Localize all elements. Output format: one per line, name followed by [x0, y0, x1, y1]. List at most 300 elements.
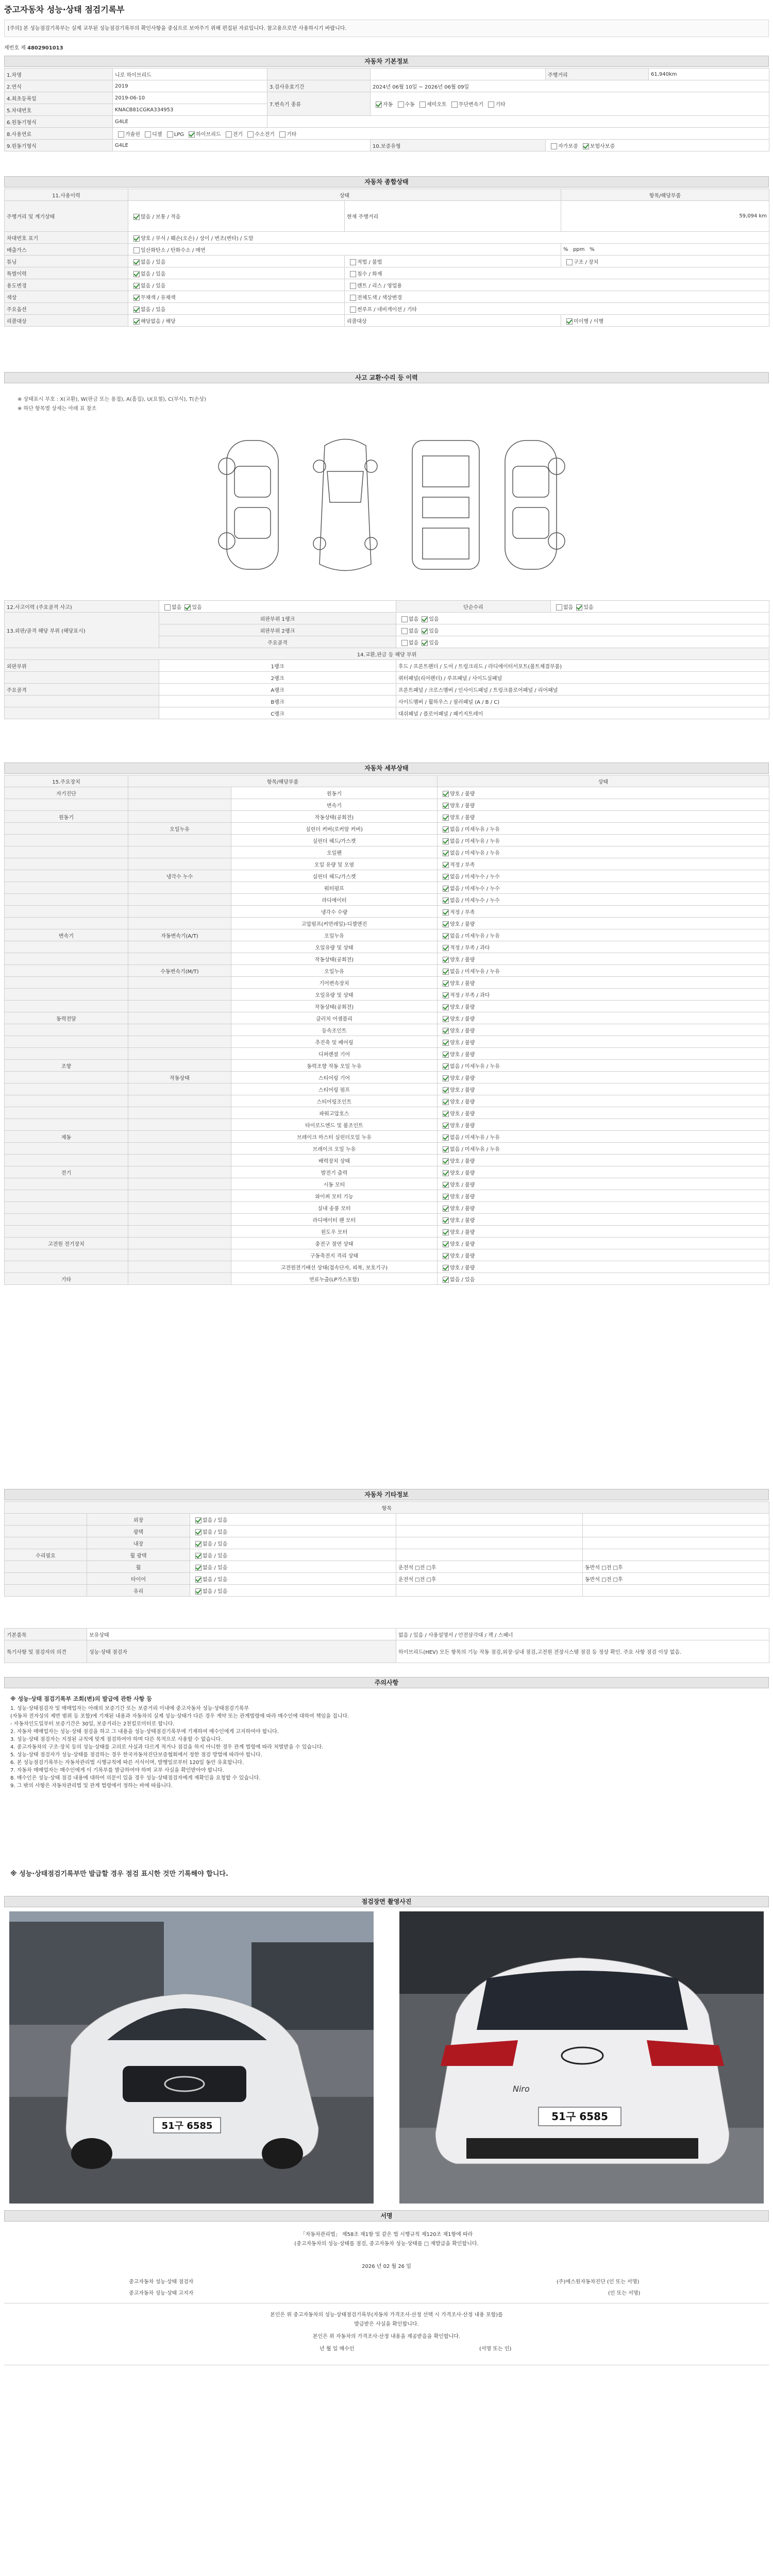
checkbox[interactable] [443, 957, 449, 963]
checkbox[interactable] [195, 1565, 201, 1571]
state-text: 양호 / 불량 [450, 1182, 475, 1188]
item-label: 휠 [87, 1561, 190, 1573]
checkbox[interactable] [443, 1123, 449, 1129]
col-header: 항목/해당부품 [561, 189, 769, 201]
item-state [438, 965, 769, 977]
item-state [438, 977, 769, 989]
group-label [5, 823, 128, 835]
item-label: 외장 [87, 1514, 190, 1526]
checkbox[interactable] [443, 1229, 449, 1235]
sub-group-label [128, 1119, 231, 1131]
checkbox[interactable] [443, 980, 449, 987]
checkbox[interactable] [443, 815, 449, 821]
option-label: 자가보증 [558, 143, 578, 149]
item-label: 오일유량 및 상태 [231, 989, 438, 1001]
checkbox[interactable] [443, 909, 449, 916]
item-state [438, 787, 769, 799]
item-label: 스티어링 펌프 [231, 1083, 438, 1095]
sub-group-label [128, 1048, 231, 1060]
item-label: 브레이크 마스터 실린더오일 누유 [231, 1131, 438, 1143]
table-row [5, 846, 769, 858]
state-text: 양호 / 불량 [450, 921, 475, 927]
group-label [5, 977, 128, 989]
state-text: 적정 / 부족 [450, 862, 475, 868]
notes-head: ※ 성능·상태 점검기록부 조회(변)의 발급에 관한 사항 등 [10, 1696, 152, 1702]
state-text: 많음 / 보통 / 적음 [141, 214, 181, 220]
item-state [190, 1514, 396, 1526]
item-label: 원동기 [231, 787, 438, 799]
item-state [438, 906, 769, 918]
item-extra [396, 1537, 583, 1549]
checkbox[interactable] [443, 1241, 449, 1247]
checkbox[interactable] [443, 1063, 449, 1070]
rear-plate: 51구 6585 [551, 2110, 608, 2123]
item-label: 윈도우 모터 [231, 1226, 438, 1238]
state-text: 양호 / 불량 [450, 1087, 475, 1093]
item-label: 실린더 헤드/가스켓 [231, 870, 438, 882]
group-label [5, 894, 128, 906]
sub-group-label [128, 846, 231, 858]
state-text: 적정 / 부족 [450, 909, 475, 916]
option-label: LPG [174, 131, 184, 138]
checkbox[interactable] [443, 945, 449, 951]
table-row [5, 1549, 769, 1561]
row-label [5, 672, 159, 684]
basic-label: 주행거리 [546, 69, 649, 80]
option-label: 없음 [563, 604, 574, 611]
checkbox[interactable] [443, 1075, 449, 1081]
dealer-label: 중고자동차 성능·상태 고지자 [129, 2291, 194, 2296]
item-state [438, 1083, 769, 1095]
sub-group-label [128, 1107, 231, 1119]
checkbox[interactable] [443, 791, 449, 797]
checkbox[interactable] [443, 1206, 449, 1212]
state-text: 없음 / 있음 [141, 307, 166, 313]
overall-title: 자동차 종합상태 [4, 176, 769, 188]
detail-title: 자동차 세부상태 [4, 762, 769, 774]
parts-list: 대쉬패널 / 플로어패널 / 패키지트레이 [396, 707, 769, 719]
table-row [5, 1072, 769, 1083]
table-row [5, 1190, 769, 1202]
table-row [5, 1238, 769, 1249]
basic-value: G4LE [113, 140, 371, 151]
state-text: 양호 / 불량 [450, 1028, 475, 1034]
item-extra: 운전석 □전 □후 [396, 1561, 583, 1573]
state-text: 전체도색 / 색상변경 [357, 295, 402, 301]
group-label [5, 906, 128, 918]
item-label: 발전기 출력 [231, 1166, 438, 1178]
table-row [5, 1119, 769, 1131]
basic-value: 2019-06-10 [113, 92, 267, 104]
option-label: 있음 [429, 628, 439, 634]
checkbox[interactable] [443, 803, 449, 809]
row-label: 주행거리 및 계기상태 [5, 201, 128, 232]
option-label: 기타 [495, 102, 506, 108]
state-text: 없음 / 미세누유 / 누유 [450, 1063, 500, 1070]
checkbox[interactable] [195, 1577, 201, 1583]
item-state [438, 1178, 769, 1190]
item-label: 브레이크 오일 누유 [231, 1143, 438, 1155]
state-text: 양호 / 불량 [450, 1229, 475, 1235]
basic-label: 9.원동기형식 [5, 140, 113, 151]
group-label [5, 989, 128, 1001]
state-text: 없음 / 있음 [203, 1565, 228, 1571]
group-label: 자기진단 [5, 787, 128, 799]
sub-group-label [128, 1178, 231, 1190]
sub-group-label [128, 906, 231, 918]
checkbox[interactable] [443, 969, 449, 975]
item-extra [396, 1526, 583, 1537]
group-label [5, 1119, 128, 1131]
table-row [5, 1095, 769, 1107]
item-extra [583, 1526, 769, 1537]
checkbox[interactable] [443, 1146, 449, 1153]
table-row [5, 882, 769, 894]
document-title: 중고자동차 성능·상태 점검기록부 [4, 5, 125, 14]
col-header: 11.사용이력 [5, 189, 128, 201]
option-label: 있음 [429, 616, 439, 622]
checkbox[interactable] [443, 862, 449, 868]
sub-group-label [128, 1083, 231, 1095]
notes-title: 주의사항 [4, 1677, 769, 1688]
rank-label: 1랭크 [159, 660, 396, 672]
group-label [5, 1526, 87, 1537]
item-label: 오일 유량 및 오염 [231, 858, 438, 870]
state-text: 양호 / 불량 [450, 1194, 475, 1200]
table-row [5, 1214, 769, 1226]
sub-group-label: 오일누유 [128, 823, 231, 835]
option-label: 없음 [409, 616, 419, 622]
group-label: 수리필요 [5, 1549, 87, 1561]
item-state [438, 858, 769, 870]
item-state [438, 1107, 769, 1119]
option-label: 하이브리드 [196, 131, 221, 138]
item-label: 실내 송풍 모터 [231, 1202, 438, 1214]
checkbox[interactable] [443, 1016, 449, 1022]
item-state [438, 1143, 769, 1155]
checkbox[interactable] [443, 1087, 449, 1093]
state-text: 없음 / 있음 [450, 1277, 475, 1283]
table-row [5, 858, 769, 870]
table-row [5, 894, 769, 906]
state-text: 양호 / 불량 [450, 1052, 475, 1058]
unit: % [563, 246, 568, 252]
item-state [438, 1214, 769, 1226]
item-state [190, 1585, 396, 1597]
option-label: 가솔린 [125, 131, 140, 138]
item-label: 오일누유 [231, 929, 438, 941]
state-text: 양호 / 불량 [450, 1099, 475, 1105]
group-label: 변속기 [5, 929, 128, 941]
item-label: 오일유량 및 상태 [231, 941, 438, 953]
option-label: 없음 [172, 604, 182, 611]
item-label: 와이퍼 모터 기능 [231, 1190, 438, 1202]
transmission-options [371, 92, 769, 116]
note-line: 3. 성능·상태 점검자는 지정된 규칙에 맞게 점검하여야 하며 다른 목적으로 사용할 수 없습니다. [10, 1737, 223, 1742]
item-extra [583, 1537, 769, 1549]
checkbox[interactable] [443, 1217, 449, 1224]
item-label: 디퍼렌셜 기어 [231, 1048, 438, 1060]
table-row [5, 1561, 769, 1573]
table-row [5, 977, 769, 989]
checkbox[interactable] [189, 131, 195, 138]
state-text: 해당없음 / 해당 [141, 318, 176, 325]
item-extra [583, 1549, 769, 1561]
doc-no-label: 제번호 제 [4, 45, 26, 51]
item-extra: 운전석 □전 □후 [396, 1573, 583, 1585]
basic-value: 2019 [113, 80, 267, 92]
sign-line: 「자동차관리법」 제58조 제1항 및 같은 법 시행규칙 제120조 제1항에 따라 [300, 2232, 473, 2238]
basic-label: 7.변속기 종류 [267, 92, 371, 116]
checkbox[interactable] [443, 897, 449, 904]
basic-items-value: 보유상태 [87, 1629, 396, 1640]
checkbox[interactable] [488, 101, 494, 108]
item-state [190, 1573, 396, 1585]
checkbox[interactable] [195, 1529, 201, 1535]
group-label [5, 846, 128, 858]
item-label: 작동상태(공회전) [231, 811, 438, 823]
notes-block [10, 1695, 763, 1790]
group-label: 고전원 전기장치 [5, 1238, 128, 1249]
item-label: 추진축 및 베어링 [231, 1036, 438, 1048]
checkbox[interactable] [279, 131, 285, 138]
checkbox[interactable] [443, 1253, 449, 1259]
item-state [438, 989, 769, 1001]
checkbox[interactable] [195, 1517, 201, 1523]
sub-group-label [128, 1024, 231, 1036]
group-label [5, 1214, 128, 1226]
checkbox[interactable] [443, 1028, 449, 1034]
checkbox[interactable] [551, 143, 557, 149]
checkbox[interactable] [443, 1111, 449, 1117]
group-label [5, 1083, 128, 1095]
checkbox[interactable] [443, 874, 449, 880]
row-label [5, 696, 159, 707]
state-text: 없음 / 미세누유 / 누유 [450, 1146, 500, 1153]
checkbox[interactable] [443, 1099, 449, 1105]
table-row [5, 1249, 769, 1261]
table-row [5, 1024, 769, 1036]
state-text: 없음 / 미세누유 / 누유 [450, 1134, 500, 1141]
item-label: 실린더 커버(로커암 커버) [231, 823, 438, 835]
option-label: 디젤 [152, 131, 162, 138]
checkbox[interactable] [195, 1553, 201, 1559]
basic-label: 6.원동기형식 [5, 116, 113, 128]
state-text: 없음 / 미세누유 / 누유 [450, 969, 500, 975]
group-label [5, 918, 128, 929]
group-label [5, 835, 128, 846]
group-label [5, 1001, 128, 1012]
checkbox[interactable] [443, 1004, 449, 1010]
checkbox[interactable] [443, 838, 449, 844]
rank-label: 2랭크 [159, 672, 396, 684]
state-text: 적정 / 부족 / 과다 [450, 992, 490, 998]
state-text: 리콜대상 [345, 315, 561, 327]
table-row [5, 1202, 769, 1214]
exchange-title: 14.교환,판금 등 해당 부위 [5, 648, 769, 660]
table-row [5, 1178, 769, 1190]
item-label: 등속조인트 [231, 1024, 438, 1036]
checkbox[interactable] [443, 1134, 449, 1141]
basic-label: 2.연식 [5, 80, 113, 92]
sub-group-label [128, 858, 231, 870]
front-photo [9, 1911, 374, 2204]
checkbox[interactable] [443, 1182, 449, 1188]
checkbox[interactable] [118, 131, 124, 138]
state-text: 없음 / 있음 [141, 259, 166, 265]
checkbox[interactable] [443, 1194, 449, 1200]
sub-group-label [128, 1012, 231, 1024]
state-text: 적법 / 불법 [357, 259, 382, 265]
state-text: 양호 / 불량 [450, 815, 475, 821]
group-label [5, 1261, 128, 1273]
table-row [5, 1166, 769, 1178]
checkbox[interactable] [376, 101, 382, 108]
receipt-sign: (서명 또는 인) [479, 2346, 512, 2352]
checkbox[interactable] [443, 933, 449, 939]
item-label: 작동상태(공회전) [231, 1001, 438, 1012]
rank-label: A랭크 [159, 684, 396, 696]
option-label: 없음 [409, 640, 419, 646]
checkbox[interactable] [167, 131, 173, 138]
table-row [5, 1537, 769, 1549]
sign-date: 2026 년 02 월 26 일 [362, 2264, 411, 2269]
row-label: 단순수리 [396, 601, 551, 613]
sub-group-label [128, 941, 231, 953]
group-label [5, 1585, 87, 1597]
note-line: - 자동차인도일부터 보증기간은 30일, 보증거리는 2천킬로미터로 합니다. [10, 1721, 175, 1727]
checkbox[interactable] [443, 1265, 449, 1271]
car-frame-view [412, 440, 479, 569]
row-detail: 현재 주행거리 [345, 201, 561, 232]
checkbox[interactable] [195, 1588, 201, 1595]
sub-group-label [128, 1095, 231, 1107]
row-label: 용도변경 [5, 279, 128, 291]
item-state [438, 929, 769, 941]
checkbox[interactable] [443, 1040, 449, 1046]
checkbox[interactable] [443, 886, 449, 892]
sub-group-label [128, 799, 231, 811]
table-row [5, 1083, 769, 1095]
receipt-line: 발급받은 사실을 확인합니다. [354, 2321, 419, 2327]
row-label: 외판부위 2랭크 [159, 624, 396, 636]
table-row [5, 918, 769, 929]
accident-table: 12.사고이력 (주요골격 사고) 없음 있음 단순수리 없음 있음 13.외판/골격 해당 부위 (해당표시) 외판부위 1랭크 없음 있음 외판부위 2랭크 없음 있음 주요골격 없음 있음 14.교환,판금 등 해당 부위 외판부위 1랭크 후드 / 프론트펜더 / 도어 / 트렁크리드 / 라디에이터서포트(볼트체결부품) 2랭크 쿼터패널(리어펜더) / 루프패널 / 사이드실패널 주요골격 A랭크 프론트패널 / 크로스멤버 / 인사이드패널 / 트렁크플로어패널 / 리어패널 B랭크 사이드멤버 / 휠하우스 / 필러패널 (A / B / C) C랭크 대쉬패널 / 플로어패널 / 패키지트레이 [4, 600, 769, 719]
checkbox[interactable] [195, 1541, 201, 1547]
state-text: 양호 / 불량 [450, 1265, 475, 1271]
item-label: 스티어링조인트 [231, 1095, 438, 1107]
checkbox[interactable] [451, 101, 458, 108]
checkbox[interactable] [398, 101, 404, 108]
sub-group-label [128, 787, 231, 799]
front-plate: 51구 6585 [161, 2121, 213, 2131]
state-text: 없음 / 미세누유 / 누유 [450, 838, 500, 844]
checkbox[interactable] [443, 1158, 449, 1164]
item-state [438, 1072, 769, 1083]
row-state [128, 201, 345, 232]
sub-group-label [128, 1202, 231, 1214]
car-left-side-view [219, 440, 278, 569]
state-text: 양호 / 불량 [450, 1004, 475, 1010]
note-line: 1. 성능·상태점검자 및 매매업자는 아래의 보증기간 또는 보증거리 이내에 중고자동차 성능·상태점검기록부 [10, 1706, 249, 1711]
checkbox[interactable] [247, 131, 254, 138]
state-text: 없음 / 미세누유 / 누유 [450, 826, 500, 833]
checkbox[interactable] [443, 1170, 449, 1176]
other-title: 자동차 기타정보 [4, 1489, 769, 1500]
checkbox[interactable] [443, 850, 449, 856]
parts-list: 쿼터패널(리어펜더) / 루프패널 / 사이드실패널 [396, 672, 769, 684]
sub-group-label [128, 882, 231, 894]
option-label: 있음 [429, 640, 439, 646]
item-state [438, 1202, 769, 1214]
state-text: 양호 / 불량 [450, 1253, 475, 1259]
item-label: 타이로드엔드 및 볼조인트 [231, 1119, 438, 1131]
mileage-value: 61,940km [649, 69, 769, 80]
item-label: 기어변속장치 [231, 977, 438, 989]
item-state [438, 882, 769, 894]
table-row [5, 906, 769, 918]
damage-legend: ※ 상태표시 부호 : X(교환), W(판금 또는 용접), A(흠집), U(요철), C(부식), T(손상) [18, 397, 206, 402]
item-extra [396, 1585, 583, 1597]
checkbox[interactable] [443, 1277, 449, 1283]
checkbox[interactable] [583, 143, 589, 149]
option-label: 수소전기 [255, 131, 275, 138]
state-text: 양호 / 불량 [450, 1170, 475, 1176]
checkbox[interactable] [443, 992, 449, 998]
damage-legend: ※ 하단 항목별 상세는 아래 표 참조 [18, 406, 97, 412]
table-row [5, 1585, 769, 1597]
opinion-text: 하이브리드(HEV) 모든 항목의 기능 작동 점검,외장·실내 점검,고전원 전장시스템 점검 등 정상 확인. 주요 사항 점검 이상 없음. [396, 1640, 769, 1663]
basic-value: 니로 하이브리드 [113, 69, 267, 80]
checkbox[interactable] [443, 826, 449, 833]
item-state [190, 1526, 396, 1537]
group-label [5, 941, 128, 953]
sub-group-label: 작동상태 [128, 1072, 231, 1083]
checkbox[interactable] [419, 101, 426, 108]
row-label: 주요골격 [159, 636, 396, 648]
checkbox[interactable] [443, 1052, 449, 1058]
item-state [438, 846, 769, 858]
sub-group-label [128, 1273, 231, 1285]
table-row [5, 1573, 769, 1585]
unit: ppm [573, 246, 585, 252]
inspector-name: (주)에스원자동차진단 (인 또는 서명) [557, 2279, 640, 2285]
checkbox[interactable] [226, 131, 232, 138]
table-row [5, 823, 769, 835]
checkbox[interactable] [145, 131, 151, 138]
warranty-options [546, 140, 769, 151]
item-state [190, 1561, 396, 1573]
group-label [5, 1514, 87, 1526]
doc-no-value: 4802901013 [27, 45, 63, 51]
car-diagram [206, 430, 567, 580]
basic-label: 5.차대번호 [5, 104, 113, 116]
sub-group-label [128, 953, 231, 965]
table-row [5, 965, 769, 977]
table-row [5, 1273, 769, 1285]
inspector-label: 중고자동차 성능·상태 점검자 [129, 2279, 194, 2285]
item-label: 광택 [87, 1526, 190, 1537]
checkbox[interactable] [443, 921, 449, 927]
col-header: 항목 [5, 1502, 769, 1514]
state-text: 없음 / 있음 [203, 1541, 228, 1547]
basic-label: 3.검사유효기간 [267, 80, 371, 92]
sub-group-label [128, 1001, 231, 1012]
option-label: 전기 [232, 131, 243, 138]
sub-group-label [128, 1036, 231, 1048]
group-label: 조향 [5, 1060, 128, 1072]
receipt-line: 본인은 위 중고자동차의 성능·상태점검기록부(자동차 가격조사·산정 선택 시 가격조사·산정 내용 포함)를 [270, 2312, 503, 2318]
